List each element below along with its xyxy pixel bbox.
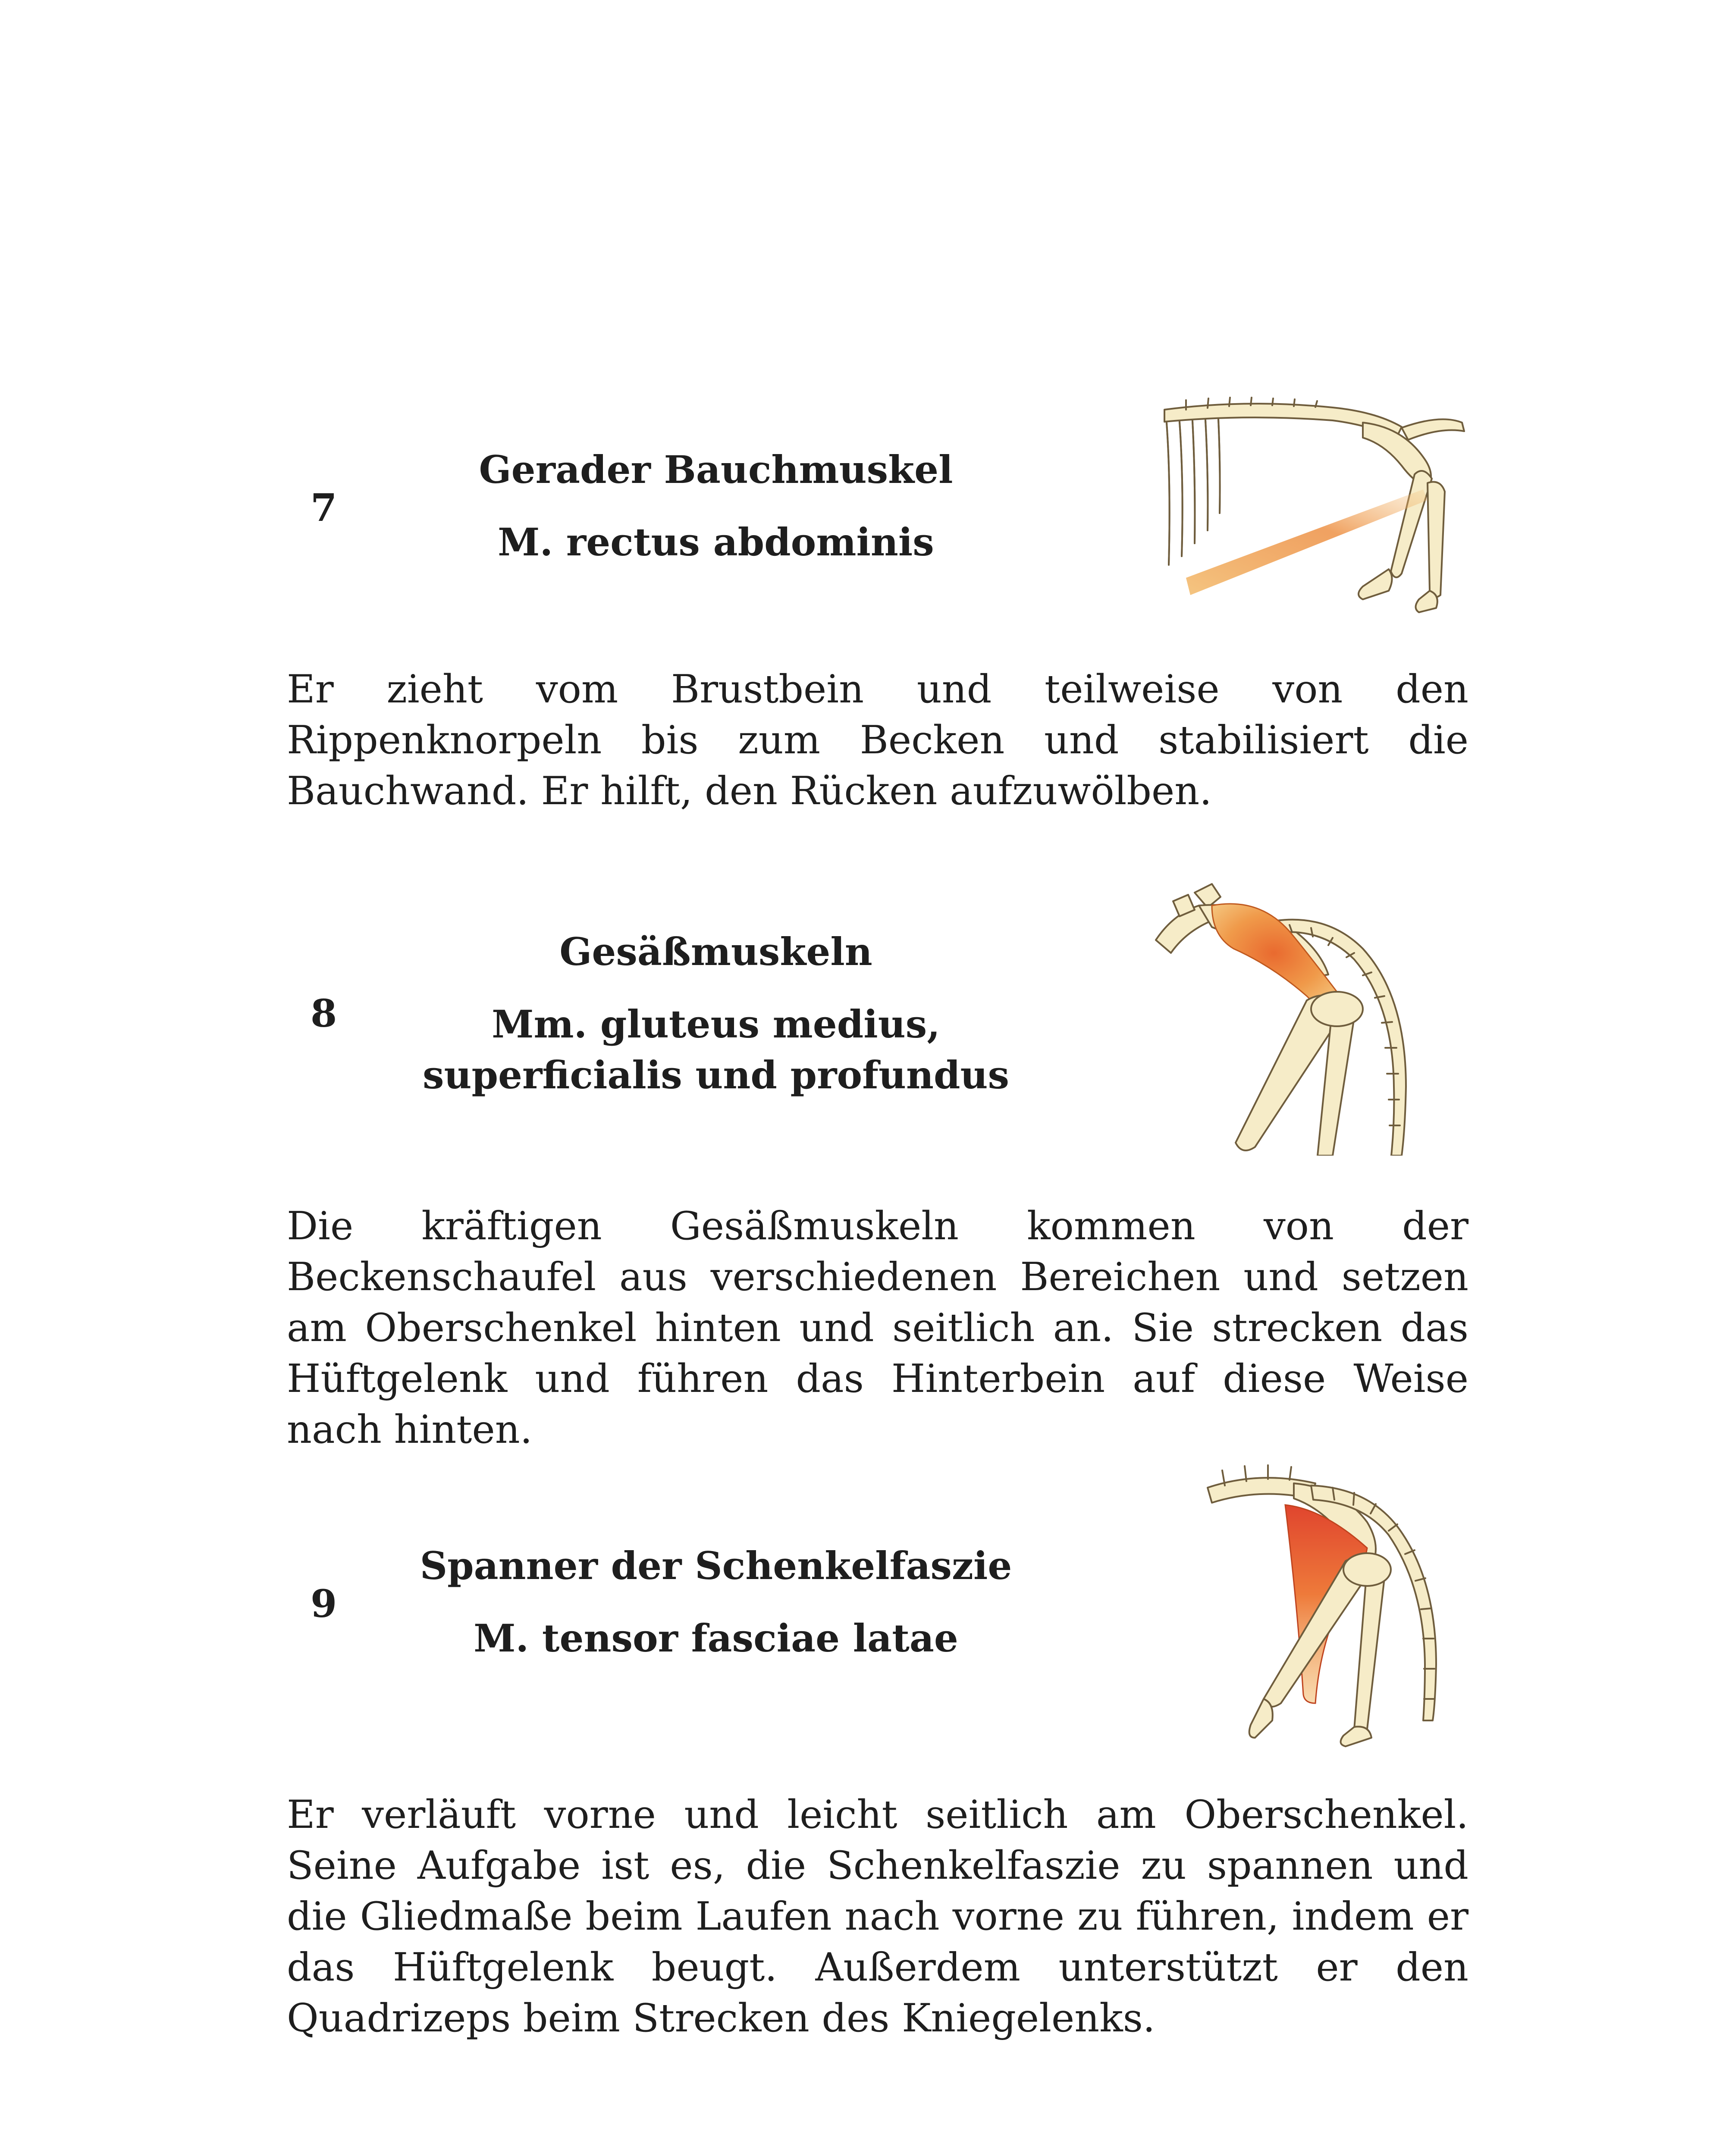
rectus-abdominis-illustration	[1160, 397, 1471, 621]
entry-number: 8	[311, 991, 337, 1036]
entry-title	[405, 926, 1026, 1100]
entry-title	[405, 444, 1026, 567]
entry-description: Er verläuft vorne und leicht seitlich am Oberschenkel. Seine Aufgabe ist es, die Schenkelfaszie zu spannen und die Gliedmaße beim Laufen nach vorne zu führen, indem er das Hüftgelenk beugt. Außerdem unterstützt er den Quadrizeps beim Strecken des Kniegelenks.	[287, 1792, 1468, 2041]
title-latin-line-1: Mm. gluteus medius,	[492, 1002, 940, 1047]
entry-number: 7	[311, 485, 337, 530]
gluteus-illustration	[1147, 880, 1458, 1156]
entry-number: 9	[311, 1581, 337, 1626]
title-german: Gerader Bauchmuskel	[479, 447, 953, 492]
entry-title	[405, 1540, 1026, 1664]
title-german: Gesäßmuskeln	[559, 929, 872, 974]
title-latin-line-2: superficialis und profundus	[422, 1053, 1010, 1097]
title-german: Spanner der Schenkelfaszie	[420, 1543, 1012, 1588]
entry-description: Er zieht vom Brustbein und teilweise von den Rippenknorpeln bis zum Becken und stabilisiert die Bauchwand. Er hilft, den Rücken aufzuwölben.	[287, 667, 1468, 814]
tensor-fasciae-latae-illustration	[1203, 1462, 1479, 1755]
title-latin: M. tensor fasciae latae	[474, 1616, 958, 1661]
entry-description: Die kräftigen Gesäßmuskeln kommen von der Beckenschaufel aus verschiedenen Bereichen und setzen am Oberschenkel hinten und seitlich an. Sie strecken das Hüftgelenk und führen das Hinterbein auf diese Weise nach hinten.	[287, 1203, 1468, 1452]
title-latin: M. rectus abdominis	[498, 520, 934, 564]
